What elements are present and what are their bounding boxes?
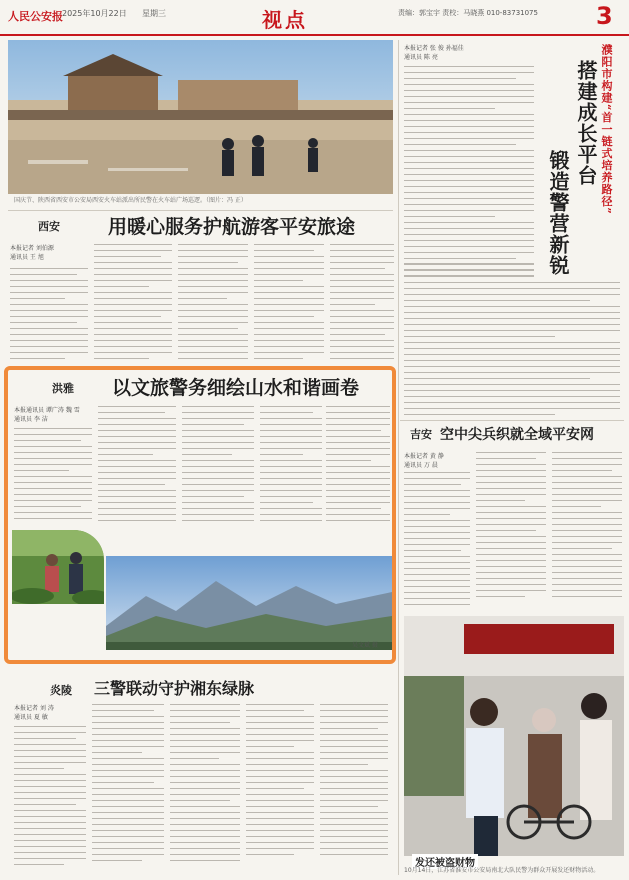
bottom-photo-caption: 10月14日，江苏省淮安市公安局南北大队民警为群众开展发还财物活动。 bbox=[404, 867, 600, 874]
hongya-body-col2 bbox=[98, 406, 176, 526]
xian-byline: 本报记者 刘伯源 通讯员 王 旭 bbox=[10, 245, 54, 261]
hongya-body-col3 bbox=[182, 406, 254, 526]
yanling-body-col4 bbox=[246, 704, 314, 860]
jian-body-col2 bbox=[476, 452, 546, 602]
column-divider bbox=[398, 40, 399, 875]
xian-body-col3 bbox=[178, 244, 248, 364]
hongya-body-col5 bbox=[326, 406, 390, 526]
puyang-body-col1 bbox=[404, 66, 534, 281]
yanling-byline: 本报记者 刘 涛 通讯员 夏 敏 bbox=[14, 705, 54, 721]
yanling-location: 炎陵 bbox=[50, 684, 72, 697]
photo-sign-text: 发还被盗财物 bbox=[412, 854, 478, 869]
hongya-byline: 本报通讯员 谭广涛 魏 雪 通讯员 李 洁 bbox=[14, 407, 80, 423]
yanling-body-col1 bbox=[14, 726, 86, 870]
jian-body-col1 bbox=[404, 472, 470, 610]
puyang-headline-1: 搭建成长平台 bbox=[574, 60, 598, 186]
yanling-body-col5 bbox=[320, 704, 388, 860]
jian-byline: 本报记者 黄 静 通讯员 万 晨 bbox=[404, 453, 444, 469]
editor-info: 责编：郭宝宇 责校：马晓燕 010-83731075 bbox=[398, 9, 538, 17]
divider bbox=[400, 420, 624, 421]
hongya-photo-small[interactable] bbox=[12, 530, 104, 604]
newspaper-logo[interactable]: 人民公安报 bbox=[8, 10, 63, 23]
page-number: 3 bbox=[596, 2, 613, 30]
issue-date: 2025年10月22日 bbox=[62, 9, 127, 18]
xian-headline: 用暖心服务护航游客平安旅途 bbox=[108, 216, 356, 238]
hongya-landscape-photo[interactable] bbox=[106, 556, 392, 650]
jian-headline: 空中尖兵织就全域平安网 bbox=[440, 427, 594, 443]
puyang-body-wide bbox=[404, 282, 620, 420]
section-title: 视点 bbox=[262, 8, 308, 32]
yanling-body-col2 bbox=[92, 704, 164, 866]
hongya-headline: 以文旅警务细绘山水和谐画卷 bbox=[112, 377, 360, 399]
puyang-headline-2: 锻造警营新锐 bbox=[546, 150, 570, 276]
xian-location: 西安 bbox=[38, 220, 60, 233]
header-rule bbox=[0, 34, 629, 36]
puyang-byline: 本报记者 张 俊 孙福佳 通讯员 陈 亮 bbox=[404, 45, 464, 61]
hongya-body-col4 bbox=[260, 406, 322, 526]
xian-body-col2 bbox=[94, 244, 172, 364]
jian-body-col3 bbox=[552, 452, 622, 602]
yanling-body-col3 bbox=[170, 704, 240, 866]
yanling-headline: 三警联动守护湘东绿脉 bbox=[94, 679, 255, 698]
xian-photo-caption: 国庆节、陕西省西安市公安局西安火车站派出所民警在火车站广场巡逻。（图片：冯 正） bbox=[14, 197, 247, 204]
hongya-photo-credit: 吴文斌 摄 bbox=[352, 642, 378, 649]
hongya-location: 洪雅 bbox=[52, 382, 74, 395]
xian-photo[interactable] bbox=[8, 40, 393, 194]
divider bbox=[8, 210, 393, 211]
masthead bbox=[0, 0, 629, 36]
property-return-photo[interactable] bbox=[404, 616, 624, 856]
hongya-body-col1 bbox=[14, 428, 92, 524]
xian-body-col1 bbox=[10, 268, 88, 364]
issue-weekday: 星期三 bbox=[142, 9, 166, 18]
xian-body-col4 bbox=[254, 244, 324, 364]
xian-body-col5 bbox=[330, 244, 394, 364]
jian-location: 吉安 bbox=[410, 428, 432, 441]
puyang-subhead: 濮阳市构建“首一链式培养路径” bbox=[600, 44, 613, 215]
